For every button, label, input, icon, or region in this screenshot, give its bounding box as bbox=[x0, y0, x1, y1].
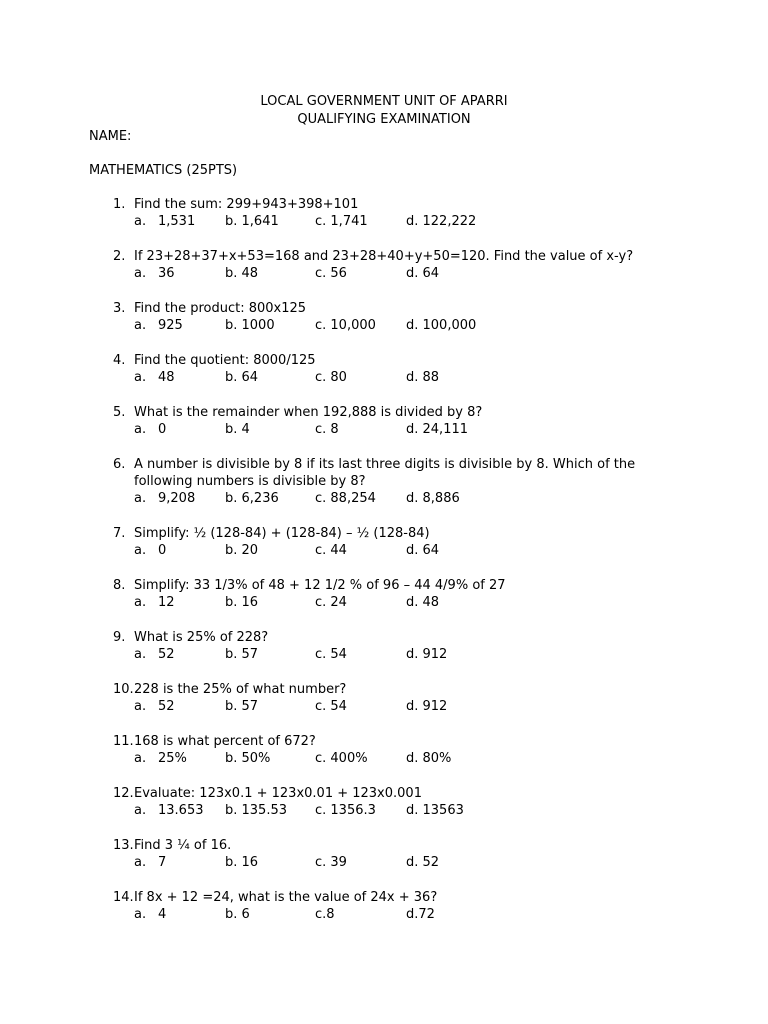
question-number: 3. bbox=[113, 301, 126, 316]
choice-a-value: 4 bbox=[158, 907, 167, 922]
choice-a-value: 52 bbox=[158, 699, 175, 714]
question-stem bbox=[0, 352, 768, 369]
choice-b: b. 6 bbox=[225, 907, 250, 922]
choice-d: d. 88 bbox=[406, 370, 440, 385]
question-number: 2. bbox=[113, 249, 126, 264]
answer-choices bbox=[0, 698, 768, 715]
choice-a-value: 25% bbox=[158, 751, 187, 766]
choice-a bbox=[134, 854, 166, 871]
question-spacer bbox=[0, 386, 768, 404]
choice-b: b. 48 bbox=[225, 266, 259, 281]
question-spacer bbox=[0, 559, 768, 577]
answer-choices bbox=[0, 906, 768, 923]
answer-choices bbox=[0, 802, 768, 819]
choice-a-value: 925 bbox=[158, 318, 183, 333]
question-stem bbox=[0, 837, 768, 854]
choice-c: c. 1356.3 bbox=[315, 803, 376, 818]
choice-a-value: 7 bbox=[158, 855, 167, 870]
choice-a-value: 36 bbox=[158, 266, 175, 281]
choice-a bbox=[134, 317, 183, 334]
choice-c: c. 44 bbox=[315, 543, 347, 558]
choice-d: d. 52 bbox=[406, 855, 440, 870]
choice-a bbox=[134, 750, 187, 767]
choice-c: c.8 bbox=[315, 907, 335, 922]
question-text: What is 25% of 228? bbox=[134, 630, 269, 645]
question-text: Simplify: ½ (128-84) + (128-84) – ½ (128-84) bbox=[134, 526, 430, 541]
question-text: What is the remainder when 192,888 is divided by 8? bbox=[134, 405, 483, 420]
choice-a-letter: a. bbox=[134, 751, 147, 766]
question-text: Find 3 ¼ of 16. bbox=[134, 838, 232, 853]
question-item bbox=[0, 352, 768, 386]
choice-d: d. 64 bbox=[406, 543, 440, 558]
question-item bbox=[0, 785, 768, 819]
question-stem bbox=[0, 577, 768, 594]
question-number: 5. bbox=[113, 405, 126, 420]
question-number: 11. bbox=[113, 734, 134, 749]
question-number: 12. bbox=[113, 786, 134, 801]
question-text: Find the sum: 299+943+398+101 bbox=[134, 197, 359, 212]
choice-a-letter: a. bbox=[134, 266, 147, 281]
question-text: Find the quotient: 8000/125 bbox=[134, 353, 316, 368]
choice-a bbox=[134, 542, 166, 559]
choice-b: b. 57 bbox=[225, 699, 259, 714]
question-stem bbox=[0, 681, 768, 698]
choice-a bbox=[134, 906, 166, 923]
choice-a bbox=[134, 698, 175, 715]
question-stem bbox=[0, 248, 768, 265]
choice-b: b. 1000 bbox=[225, 318, 275, 333]
choice-a bbox=[134, 369, 175, 386]
question-spacer bbox=[0, 611, 768, 629]
question-stem bbox=[0, 196, 768, 213]
choice-b: b. 57 bbox=[225, 647, 259, 662]
answer-choices bbox=[0, 542, 768, 559]
answer-choices bbox=[0, 854, 768, 871]
choice-b: b. 4 bbox=[225, 422, 250, 437]
choice-c: c. 24 bbox=[315, 595, 347, 610]
question-stem bbox=[0, 629, 768, 646]
question-spacer bbox=[0, 507, 768, 525]
choice-d: d. 8,886 bbox=[406, 491, 460, 506]
answer-choices bbox=[0, 490, 768, 507]
question-text: 168 is what percent of 672? bbox=[134, 734, 316, 749]
question-stem bbox=[0, 456, 768, 490]
choice-a bbox=[134, 594, 175, 611]
question-item bbox=[0, 681, 768, 715]
question-number: 4. bbox=[113, 353, 126, 368]
choice-a-value: 13.653 bbox=[158, 803, 204, 818]
question-spacer bbox=[0, 767, 768, 785]
choice-b: b. 64 bbox=[225, 370, 259, 385]
choice-a-value: 0 bbox=[158, 543, 167, 558]
choice-a-value: 9,208 bbox=[158, 491, 196, 506]
choice-d: d. 64 bbox=[406, 266, 440, 281]
choice-c: c. 39 bbox=[315, 855, 347, 870]
question-spacer bbox=[0, 819, 768, 837]
header-title: LOCAL GOVERNMENT UNIT OF APARRI bbox=[260, 94, 508, 109]
choice-c: c. 54 bbox=[315, 647, 347, 662]
question-spacer bbox=[0, 282, 768, 300]
choice-a bbox=[134, 213, 195, 230]
answer-choices bbox=[0, 265, 768, 282]
answer-choices bbox=[0, 421, 768, 438]
choice-a-value: 12 bbox=[158, 595, 175, 610]
choice-a-value: 0 bbox=[158, 422, 167, 437]
choice-d: d. 122,222 bbox=[406, 214, 477, 229]
answer-choices bbox=[0, 317, 768, 334]
choice-c: c. 10,000 bbox=[315, 318, 376, 333]
question-number: 6. bbox=[113, 457, 126, 472]
question-number: 10. bbox=[113, 682, 134, 697]
question-item bbox=[0, 837, 768, 871]
question-item bbox=[0, 456, 768, 507]
section-title: MATHEMATICS (25PTS) bbox=[89, 163, 238, 178]
choice-c: c. 8 bbox=[315, 422, 339, 437]
choice-a-value: 48 bbox=[158, 370, 175, 385]
question-stem bbox=[0, 404, 768, 421]
choice-d: d. 24,111 bbox=[406, 422, 469, 437]
question-number: 7. bbox=[113, 526, 126, 541]
question-stem bbox=[0, 889, 768, 906]
question-item bbox=[0, 889, 768, 923]
choice-d: d. 80% bbox=[406, 751, 452, 766]
choice-d: d. 912 bbox=[406, 699, 448, 714]
question-text: Find the product: 800x125 bbox=[134, 301, 307, 316]
answer-choices bbox=[0, 369, 768, 386]
answer-choices bbox=[0, 213, 768, 230]
answer-choices bbox=[0, 750, 768, 767]
choice-a-letter: a. bbox=[134, 422, 147, 437]
choice-b: b. 16 bbox=[225, 855, 259, 870]
question-number: 1. bbox=[113, 197, 126, 212]
question-spacer bbox=[0, 230, 768, 248]
question-stem bbox=[0, 525, 768, 542]
question-number: 13. bbox=[113, 838, 134, 853]
choice-d: d. 100,000 bbox=[406, 318, 477, 333]
choice-a-letter: a. bbox=[134, 543, 147, 558]
question-text: Evaluate: 123x0.1 + 123x0.01 + 123x0.001 bbox=[134, 786, 422, 801]
choice-a bbox=[134, 802, 204, 819]
choice-a bbox=[134, 490, 195, 507]
choice-a-letter: a. bbox=[134, 647, 147, 662]
choice-d: d.72 bbox=[406, 907, 435, 922]
choice-a-value: 1,531 bbox=[158, 214, 196, 229]
choice-b: b. 6,236 bbox=[225, 491, 279, 506]
question-spacer bbox=[0, 334, 768, 352]
name-label: NAME: bbox=[89, 129, 132, 144]
question-stem bbox=[0, 785, 768, 802]
question-number: 14. bbox=[113, 890, 134, 905]
question-number: 8. bbox=[113, 578, 126, 593]
answer-choices bbox=[0, 646, 768, 663]
choice-a-letter: a. bbox=[134, 370, 147, 385]
choice-a-letter: a. bbox=[134, 803, 147, 818]
choice-c: c. 1,741 bbox=[315, 214, 368, 229]
choice-d: d. 48 bbox=[406, 595, 440, 610]
answer-choices bbox=[0, 594, 768, 611]
question-item bbox=[0, 300, 768, 334]
question-list bbox=[0, 196, 768, 923]
question-item bbox=[0, 196, 768, 230]
question-text: 228 is the 25% of what number? bbox=[134, 682, 347, 697]
question-item bbox=[0, 248, 768, 282]
question-stem bbox=[0, 300, 768, 317]
header-subtitle: QUALIFYING EXAMINATION bbox=[297, 112, 471, 127]
question-item bbox=[0, 733, 768, 767]
choice-a-value: 52 bbox=[158, 647, 175, 662]
choice-b: b. 1,641 bbox=[225, 214, 279, 229]
question-item bbox=[0, 404, 768, 438]
question-spacer bbox=[0, 438, 768, 456]
choice-b: b. 16 bbox=[225, 595, 259, 610]
question-spacer bbox=[0, 663, 768, 681]
choice-a-letter: a. bbox=[134, 214, 147, 229]
choice-a-letter: a. bbox=[134, 699, 147, 714]
choice-c: c. 54 bbox=[315, 699, 347, 714]
question-stem bbox=[0, 733, 768, 750]
question-spacer bbox=[0, 871, 768, 889]
question-number: 9. bbox=[113, 630, 126, 645]
choice-c: c. 56 bbox=[315, 266, 347, 281]
choice-c: c. 88,254 bbox=[315, 491, 376, 506]
question-text: Simplify: 33 1/3% of 48 + 12 1/2 % of 96 – 44 4/9% of 27 bbox=[134, 578, 506, 593]
choice-a-letter: a. bbox=[134, 855, 147, 870]
question-item bbox=[0, 525, 768, 559]
question-text: If 8x + 12 =24, what is the value of 24x + 36? bbox=[134, 890, 438, 905]
question-text: If 23+28+37+x+53=168 and 23+28+40+y+50=120. Find the value of x-y? bbox=[134, 249, 634, 264]
choice-d: d. 13563 bbox=[406, 803, 464, 818]
choice-c: c. 400% bbox=[315, 751, 368, 766]
choice-c: c. 80 bbox=[315, 370, 347, 385]
choice-a-letter: a. bbox=[134, 318, 147, 333]
choice-a-letter: a. bbox=[134, 491, 147, 506]
choice-b: b. 50% bbox=[225, 751, 271, 766]
choice-a-letter: a. bbox=[134, 907, 147, 922]
choice-a bbox=[134, 421, 166, 438]
question-text: A number is divisible by 8 if its last three digits is divisible by 8. Which of the following numbers is divisible by 8? bbox=[134, 457, 636, 489]
choice-b: b. 20 bbox=[225, 543, 259, 558]
choice-d: d. 912 bbox=[406, 647, 448, 662]
choice-a bbox=[134, 265, 175, 282]
choice-a-letter: a. bbox=[134, 595, 147, 610]
choice-b: b. 135.53 bbox=[225, 803, 288, 818]
question-item bbox=[0, 629, 768, 663]
question-spacer bbox=[0, 715, 768, 733]
question-item bbox=[0, 577, 768, 611]
choice-a bbox=[134, 646, 175, 663]
